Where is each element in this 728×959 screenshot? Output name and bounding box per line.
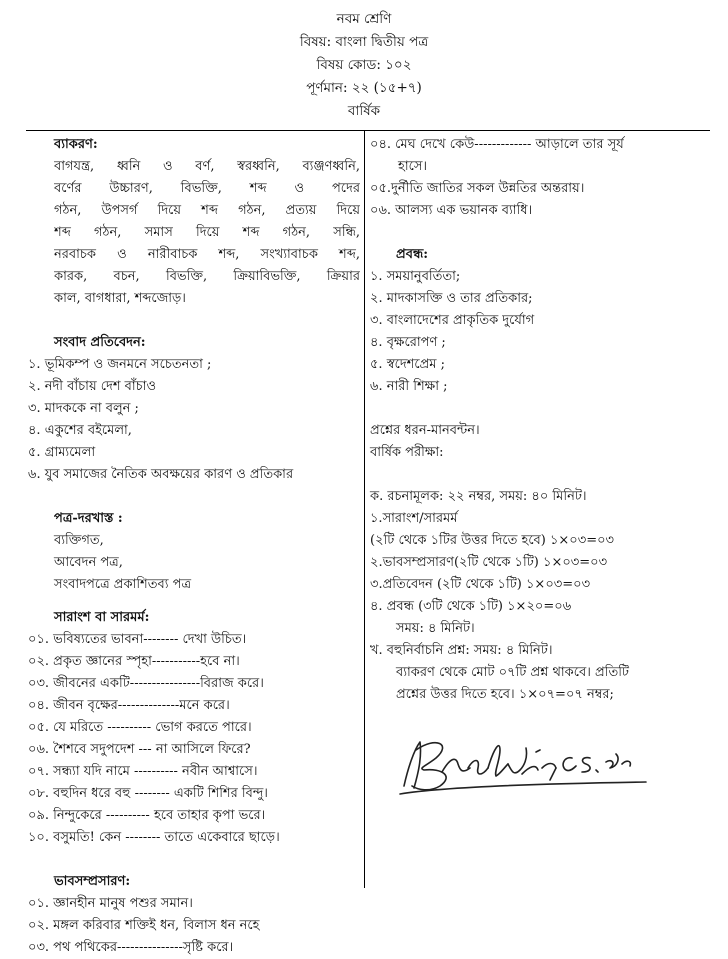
expansion-item: ০২. মঙ্গল করিবার শক্তিই ধন, বিলাস ধন নহে <box>28 918 260 933</box>
essay-item: ৩. বাংলাদেশের প্রাকৃতিক দুর্যোগ <box>370 313 535 328</box>
distribution-line: ১.সারাংশ/সারমর্ম <box>370 511 458 526</box>
grammar-line: কারক, বচন, বিভক্তি, ক্রিয়াবিভক্তি, ক্রিয়ার <box>54 269 360 284</box>
expansion-item: ০৫.দুর্নীতি জাতির সকল উন্নতির অন্তরায়। <box>370 181 585 196</box>
grammar-line: কাল, বাগধারা, শব্দজোড়। <box>54 291 186 306</box>
full-marks: পূর্ণমান: ২২ (১৫+৭) <box>306 80 422 96</box>
letter-item: সংবাদপত্রে প্রকাশিতব্য পত্র <box>54 577 191 592</box>
subject-code: বিষয় কোড: ১০২ <box>316 57 412 73</box>
annual-exam-heading: বার্ষিক পরীক্ষা: <box>370 445 444 460</box>
document-header <box>0 8 728 123</box>
distribution-line: ২.ভাবসম্প্রসারণ(২টি থেকে ১টি) ১×০৩=০৩ <box>370 555 608 570</box>
distribution-line: ৩.প্রতিবেদন (২টি থেকে ১টি) ১×০৩=০৩ <box>370 577 591 592</box>
grammar-line: শব্দ গঠন, সমাস দিয়ে শব্দ গঠন, সন্ধি, <box>54 225 360 240</box>
grammar-line: গঠন, উপসর্গ দিয়ে শব্দ গঠন, প্রত্যয় দিয়ে <box>54 203 360 218</box>
summary-item: ০২. প্রকৃত জ্ঞানের স্পৃহা-----------হবে না। <box>28 654 240 669</box>
distribution-line: খ. বহুনির্বাচনি প্রশ্ন: সময়: ৪ মিনিট। <box>370 643 553 658</box>
signature <box>396 728 676 808</box>
distribution-line: ৪. প্রবন্ধ (৩টি থেকে ১টি) ১×২০=০৬ <box>370 599 572 614</box>
expansion-item: ০৬. আলস্য এক ভয়ানক ব্যাধি। <box>370 203 533 218</box>
class-title: নবম শ্রেণি <box>336 11 392 27</box>
distribution-line: প্রশ্নের উত্তর দিতে হবে। ১×০৭=০৭ নম্বর; <box>396 687 614 702</box>
news-report-item: ৩. মাদককে না বলুন ; <box>28 401 139 416</box>
essay-item: ২. মাদকাসক্তি ও তার প্রতিকার; <box>370 291 533 306</box>
news-report-item: ১. ভূমিকম্প ও জনমনে সচেতনতা ; <box>28 357 212 372</box>
summary-item: ০৭. সন্ধ্যা যদি নামে ---------- নবীন আশ্বাসে। <box>28 764 258 779</box>
header-divider <box>26 130 710 131</box>
expansion-item: ০৪. মেঘ দেখে কেউ------------- আড়ালে তার সূর্য <box>370 137 624 152</box>
summary-item: ০৮. বহুদিন ধরে বহু -------- একটি শিশির বিন্দু। <box>28 786 268 801</box>
subject-title: বিষয়: বাংলা দ্বিতীয় পত্র <box>299 34 429 50</box>
distribution-heading: প্রশ্নের ধরন-মানবন্টন। <box>370 423 480 438</box>
column-divider <box>364 130 365 888</box>
grammar-line: নরবাচক ও নারীবাচক শব্দ, সংখ্যাবাচক শব্দ, <box>54 247 360 262</box>
left-column <box>28 134 360 959</box>
expansion-item: ০৩. পথ পথিকের---------------সৃষ্টি করে। <box>28 940 234 955</box>
grammar-line: বাগযন্ত্র, ধ্বনি ও বর্ণ, স্বরধ্বনি, ব্যঞ্জণধ্বনি, <box>54 159 360 174</box>
essay-item: ৫. স্বদেশপ্রেম ; <box>370 357 446 372</box>
expansion-heading: ভাবসম্প্রসারণ: <box>54 874 131 889</box>
right-column <box>370 134 710 706</box>
summary-item: ০৩. জীবনের একটি----------------বিরাজ করে। <box>28 676 264 691</box>
letter-item: আবেদন পত্র, <box>54 555 123 570</box>
distribution-line: ব্যাকরণ থেকে মোট ০৭টি প্রশ্ন থাকবে। প্রতিটি <box>396 665 629 680</box>
essay-heading: প্রবন্ধ: <box>396 247 429 262</box>
news-report-item: ৬. যুব সমাজের নৈতিক অবক্ষয়ের কারণ ও প্রতিকার <box>28 467 294 482</box>
news-report-item: ৪. একুশের বইমেলা, <box>28 423 132 438</box>
letter-heading: পত্র-দরখাস্ত : <box>54 511 123 526</box>
summary-item: ০৪. জীবন বৃক্ষের--------------মনে করে। <box>28 698 230 713</box>
grammar-syllabus <box>28 156 360 310</box>
grammar-line: বর্ণের উচ্চারণ, বিভক্তি, শব্দ ও পদের <box>54 181 360 196</box>
essay-item: ১. সময়ানুবর্তিতা; <box>370 269 461 284</box>
news-report-item: ২. নদী বাঁচায় দেশ বাঁচাও <box>28 379 157 394</box>
summary-item: ১০. বসুমতি! কেন -------- তাতে একেবারে ছাড়ে। <box>28 830 280 845</box>
expansion-item-continued: হাসে। <box>398 159 428 174</box>
summary-heading: সারাংশ বা সারমর্ম: <box>54 610 150 625</box>
exam-name: বার্ষিক <box>347 103 381 119</box>
summary-item: ০১. ভবিষ্যতের ভাবনা-------- দেখা উচিত। <box>28 632 247 647</box>
expansion-item: ০১. জ্ঞানহীন মানুষ পশুর সমান। <box>28 896 193 911</box>
distribution-line: ক. রচনামূলক: ২২ নম্বর, সময়: ৪০ মিনিট। <box>370 489 587 504</box>
essay-item: ৬. নারী শিক্ষা ; <box>370 379 448 394</box>
grammar-heading: ব্যাকরণ: <box>54 137 98 152</box>
summary-item: ০৯. নিন্দুকেরে ---------- হবে তাহার কৃপা ভরে। <box>28 808 266 823</box>
distribution-line: সময়: ৪ মিনিট। <box>396 621 475 636</box>
letter-item: ব্যক্তিগত, <box>54 533 104 548</box>
distribution-line: (২টি থেকে ১টির উত্তর দিতে হবে) ১×০৩=০৩ <box>370 533 615 548</box>
summary-item: ০৫. যে মরিতে ---------- ভোগ করতে পারে। <box>28 720 252 735</box>
news-report-heading: সংবাদ প্রতিবেদন: <box>54 335 146 350</box>
news-report-item: ৫. গ্রাম্যমেলা <box>28 445 96 460</box>
summary-item: ০৬. শৈশবে সদুপদেশ --- না আসিলে ফিরে? <box>28 742 251 757</box>
essay-item: ৪. বৃক্ষরোপণ ; <box>370 335 446 350</box>
